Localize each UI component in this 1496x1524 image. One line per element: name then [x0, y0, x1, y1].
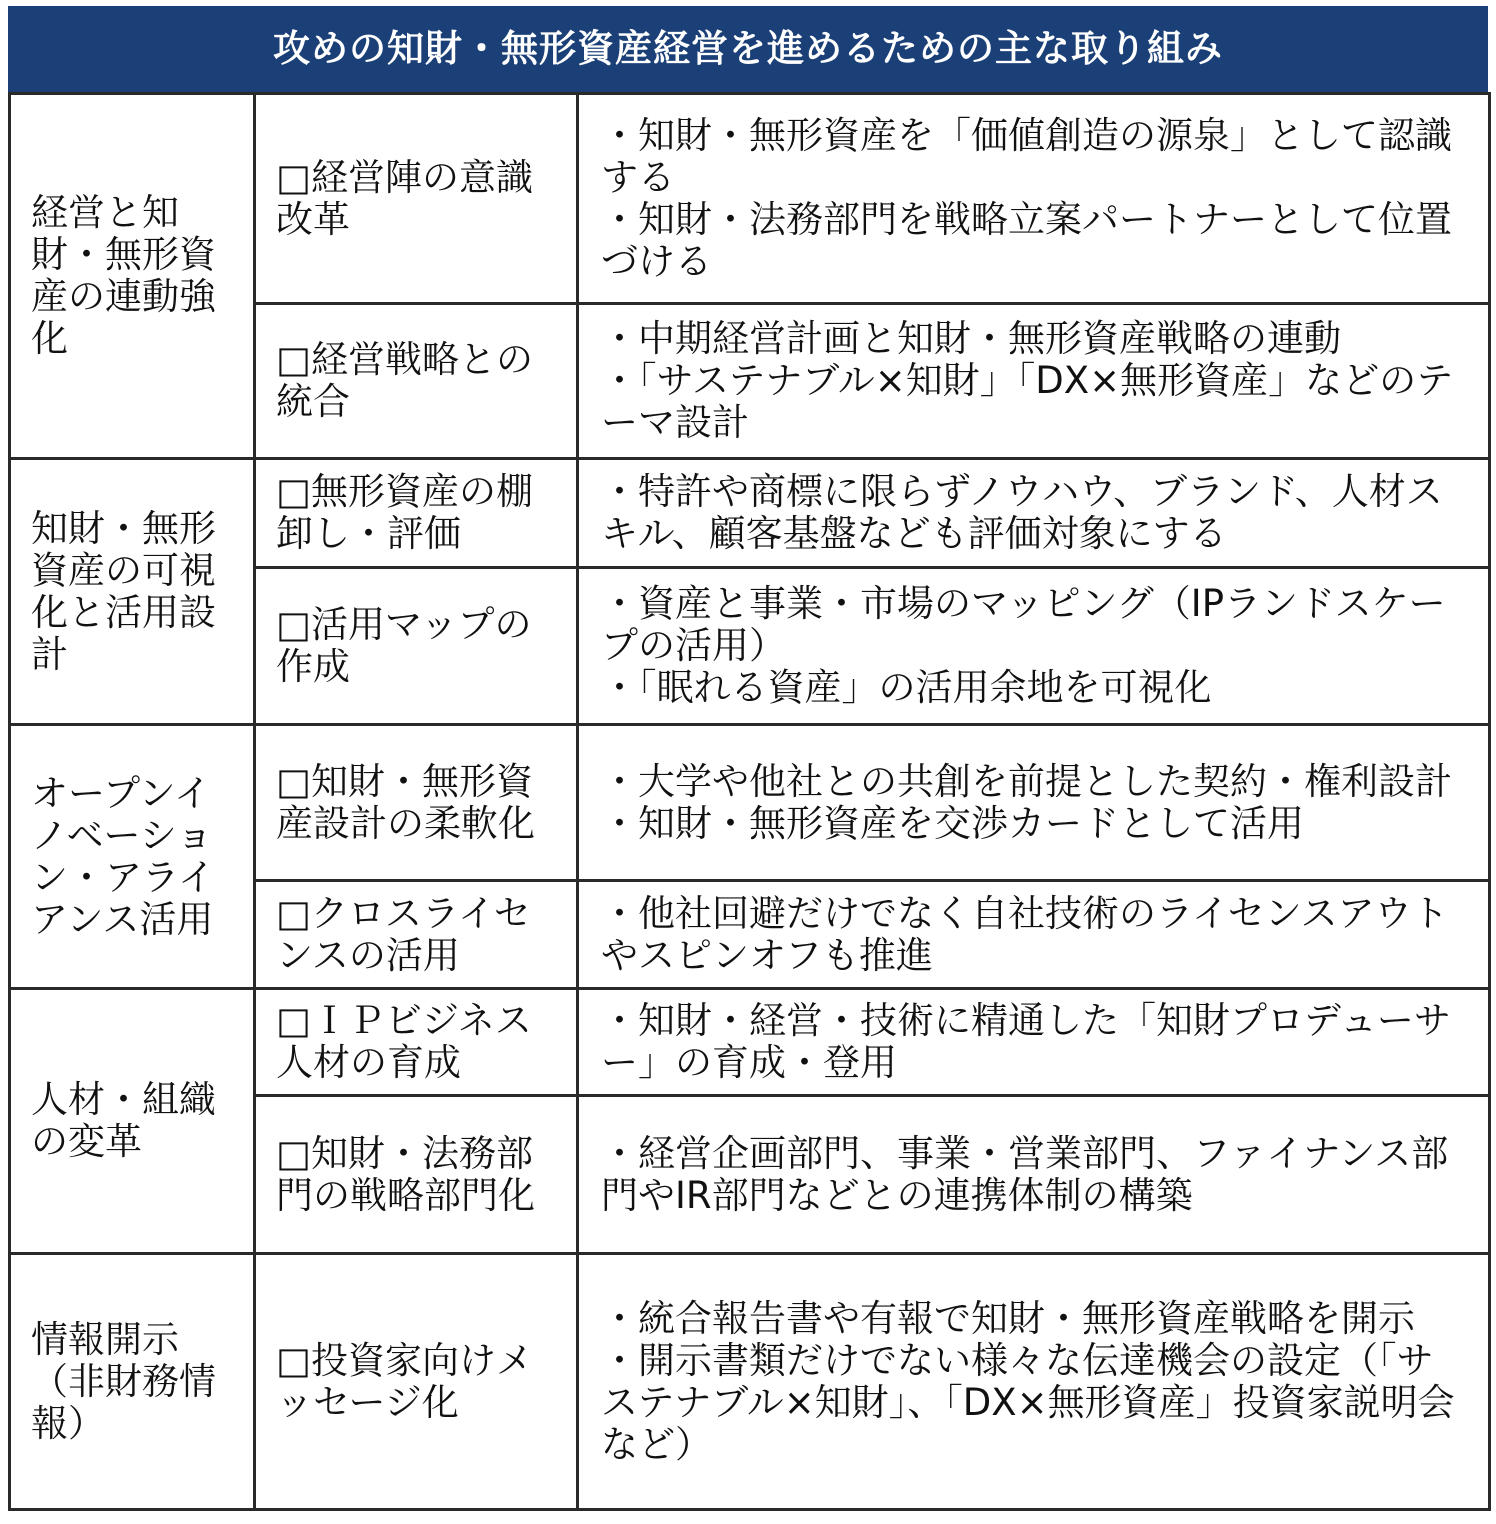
table-row	[10, 1254, 1490, 1510]
detail-cell	[578, 94, 1490, 304]
chart-frame	[8, 6, 1488, 1516]
measure-cell	[255, 1254, 578, 1510]
detail-item: ・知財・法務部門を戦略立案パートナーとして位置づける	[601, 197, 1452, 283]
detail-item: ・中期経営計画と知財・無形資産戦略の連動	[601, 317, 1341, 360]
detail-cell	[578, 1096, 1490, 1254]
detail-item: ・大学や他社との共創を前提とした契約・権利設計	[601, 759, 1452, 803]
detail-item: ・資産と事業・市場のマッピング（IPランドスケープの活用）	[601, 582, 1446, 667]
detail-item: ・知財・無形資産を「価値創造の源泉」として認識する	[601, 113, 1452, 199]
measure-label: □知財・法務部門の戦略部門化	[276, 1131, 535, 1217]
measure-cell	[255, 459, 578, 568]
category-cell	[10, 1254, 255, 1510]
detail-cell	[578, 881, 1490, 989]
detail-item: ・「眠れる資産」の活用余地を可視化	[601, 666, 1212, 709]
detail-cell	[578, 1254, 1490, 1510]
table-title: 攻めの知財・無形資産経営を進めるための主な取り組み	[8, 6, 1488, 92]
measure-label: □クロスライセンスの活用	[276, 891, 531, 977]
measure-cell	[255, 94, 578, 304]
detail-item: ・知財・経営・技術に精通した「知財プロデューサー」の育成・登用	[601, 999, 1451, 1084]
category-cell	[10, 94, 255, 459]
table-row	[10, 725, 1490, 881]
measure-cell	[255, 1096, 578, 1254]
measure-label: □活用マップの作成	[276, 603, 532, 688]
measure-cell	[255, 989, 578, 1096]
measure-label: □ＩＰビジネス人材の育成	[276, 999, 532, 1084]
category-label: オープンイノベーション・アライアンス活用	[31, 771, 215, 941]
measure-cell	[255, 568, 578, 725]
detail-cell	[578, 304, 1490, 459]
detail-item: ・特許や商標に限らずノウハウ、ブランド、人材スキル、顧客基盤なども評価対象にする	[601, 470, 1443, 555]
measure-label: □経営戦略との統合	[276, 338, 533, 423]
category-label: 経営と知財・無形資産の連動強化	[31, 191, 216, 360]
table-row	[10, 94, 1490, 304]
category-cell	[10, 989, 255, 1254]
detail-item: ・知財・無形資産を交渉カードとして活用	[601, 801, 1304, 845]
detail-cell	[578, 568, 1490, 725]
table-row	[10, 459, 1490, 568]
detail-cell	[578, 459, 1490, 568]
detail-item: ・統合報告書や有報で知財・無形資産戦略を開示	[601, 1296, 1415, 1340]
detail-item: ・経営企画部門、事業・営業部門、ファイナンス部門やIR部門などとの連携体制の構築	[601, 1131, 1449, 1217]
category-label: 人材・組織の変革	[31, 1078, 216, 1163]
detail-item: ・「サステナブル×知財」「DX×無形資産」などのテーマ設計	[601, 359, 1454, 444]
category-label: 情報開示（非財務情報）	[31, 1317, 216, 1445]
category-cell	[10, 725, 255, 989]
measure-label: □無形資産の棚卸し・評価	[276, 470, 533, 555]
detail-item: ・開示書類だけでない様々な伝達機会の設定（「サステナブル×知財」、「DX×無形資産」投資家説明会など）	[601, 1338, 1455, 1466]
category-label: 知財・無形資産の可視化と活用設計	[31, 506, 216, 676]
category-cell	[10, 459, 255, 725]
detail-cell	[578, 725, 1490, 881]
measure-cell	[255, 881, 578, 989]
initiatives-table	[8, 92, 1491, 1511]
measure-cell	[255, 304, 578, 459]
detail-item: ・他社回避だけでなく自社技術のライセンスアウトやスピンオフも推進	[601, 891, 1449, 977]
measure-label: □経営陣の意識改革	[276, 155, 533, 241]
measure-label: □知財・無形資産設計の柔軟化	[276, 759, 535, 845]
measure-label: □投資家向けメッセージ化	[276, 1338, 533, 1424]
table-row	[10, 989, 1490, 1096]
detail-cell	[578, 989, 1490, 1096]
measure-cell	[255, 725, 578, 881]
